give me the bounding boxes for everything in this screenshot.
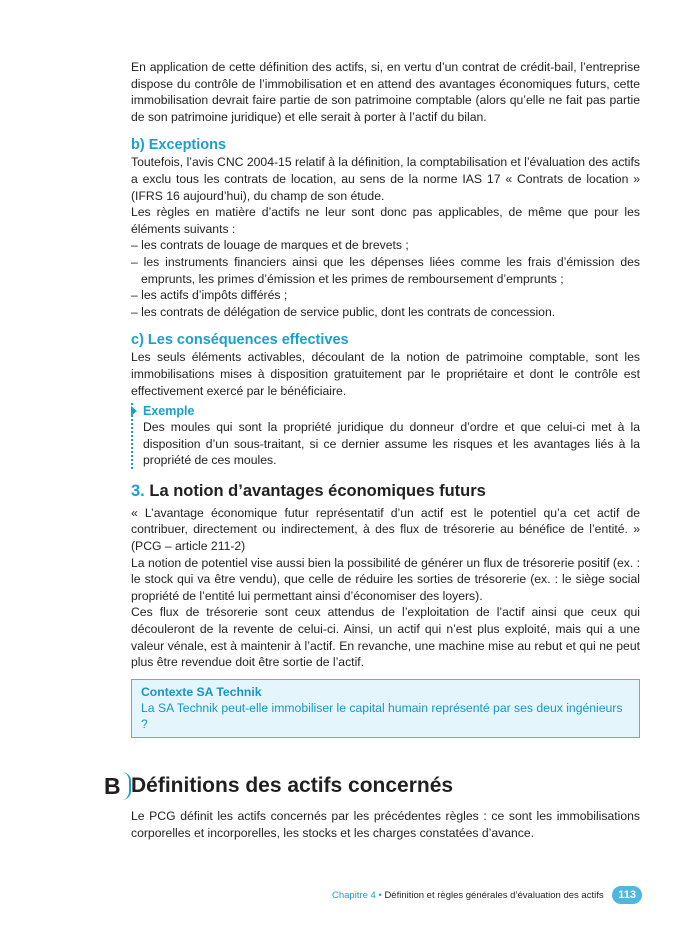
section-b-marker: [104, 771, 130, 801]
example-text: Des moules qui sont la propriété juridique du donneur d’ordre et que celui-ci met à la disposition d’un sous-traitant, si ce dernier assume les risques et les avantages liés à la propriété de ces moules.: [143, 420, 640, 468]
context-text: La SA Technik peut-elle immobiliser le capital humain représenté par ses deux ingénieurs ?: [141, 700, 623, 731]
context-title: Contexte SA Technik: [141, 684, 262, 699]
section-3-number: 3.: [131, 481, 145, 500]
exceptions-heading: b) Exceptions: [131, 137, 227, 154]
section-b-title: Définitions des actifs concernés: [131, 774, 454, 797]
footer-separator: •: [378, 890, 382, 901]
section-b-bracket: [119, 772, 131, 800]
consequences-heading: c) Les conséquences effectives: [131, 332, 349, 349]
exceptions-para-1: Toutefois, l’avis CNC 2004-15 relatif à la définition, la comptabilisation et l’évaluation des actifs a exclu tous les contrats de location, au sens de la norme IAS 17 « Contrats de location » (IFRS 16 aujourd’hui), du champ de son étude.: [131, 155, 640, 203]
section-3-para-2: Ces flux de trésorerie sont ceux attendus de l’exploitation de l’actif ainsi que ceux qui découleront de la revente de celui-ci. Ainsi, un actif qui n’est plus exploité, mais qui a une valeur vénale, est à maintenir à l’actif. En revanche, une machine mise au rebut et qui ne peut plus être revendue doit être sortie de l’actif.: [131, 605, 640, 670]
page-body: [131, 59, 640, 738]
page-number: 113: [612, 886, 642, 904]
footer-title: Définition et règles générales d’évaluation des actifs: [384, 890, 604, 901]
example-block: [131, 403, 640, 469]
list-item: – les contrats de louage de marques et de brevets ;: [131, 238, 409, 253]
page-footer: [332, 886, 642, 906]
intro-paragraph: En application de cette définition des actifs, si, en vertu d’un contrat de crédit-bail, l’entreprise dispose du contrôle de l’immobilisation et en attend des avantages économiques futurs, cette immobilisation devrait faire partie de son patrimoine comptable (alors qu’elle ne fait pas partie de son patrimoine juridique) et elle serait à porter à l’actif du bilan.: [131, 60, 640, 124]
section-b-paragraph: Le PCG définit les actifs concernés par les précédentes règles : ce sont les immobilisations corporelles et incorporelles, les stocks et les charges constatées d’avance.: [131, 809, 640, 840]
section-3-quote: « L’avantage économique futur représentatif d’un actif est le potentiel qu’a cet actif de contribuer, directement ou indirectement, à des flux de trésorerie au bénéfice de l’entité. » (PCG – article 211-2): [131, 505, 640, 554]
list-item: – les instruments financiers ainsi que les dépenses liées comme les frais d’émission des emprunts, les primes d’émission et les primes de remboursement d’emprunts ;: [131, 254, 640, 286]
section-b-letter: B: [104, 773, 121, 799]
consequences-paragraph: Les seuls éléments activables, découlant de la notion de patrimoine comptable, sont les immobilisations mises à disposition gratuitement par le propriétaire et dont le contrôle est effectivement exercé par le bénéficiaire.: [131, 350, 640, 398]
section-3-heading: [131, 481, 640, 501]
exceptions-list: [131, 237, 640, 320]
list-item: – les contrats de délégation de service public, dont les contrats de concession.: [131, 304, 556, 319]
section-3-para-1: La notion de potentiel vise aussi bien la possibilité de générer un flux de trésorerie positif (ex. : le stock qui va être vendu), que celle de réduire les sorties de trésorerie (ex. : le siège social propriété de l’entité lui permettant ainsi d’économiser des loyers).: [131, 555, 640, 603]
example-title: Exemple: [143, 404, 195, 419]
footer-chapter: Chapitre 4: [331, 890, 376, 901]
context-box: [131, 679, 640, 738]
list-item: – les actifs d’impôts différés ;: [131, 288, 288, 303]
exceptions-para-2: Les règles en matière d’actifs ne leur sont donc pas applicables, de même que pour les éléments suivants :: [131, 205, 640, 236]
section-3-title: La notion d’avantages économiques futurs: [149, 481, 486, 500]
